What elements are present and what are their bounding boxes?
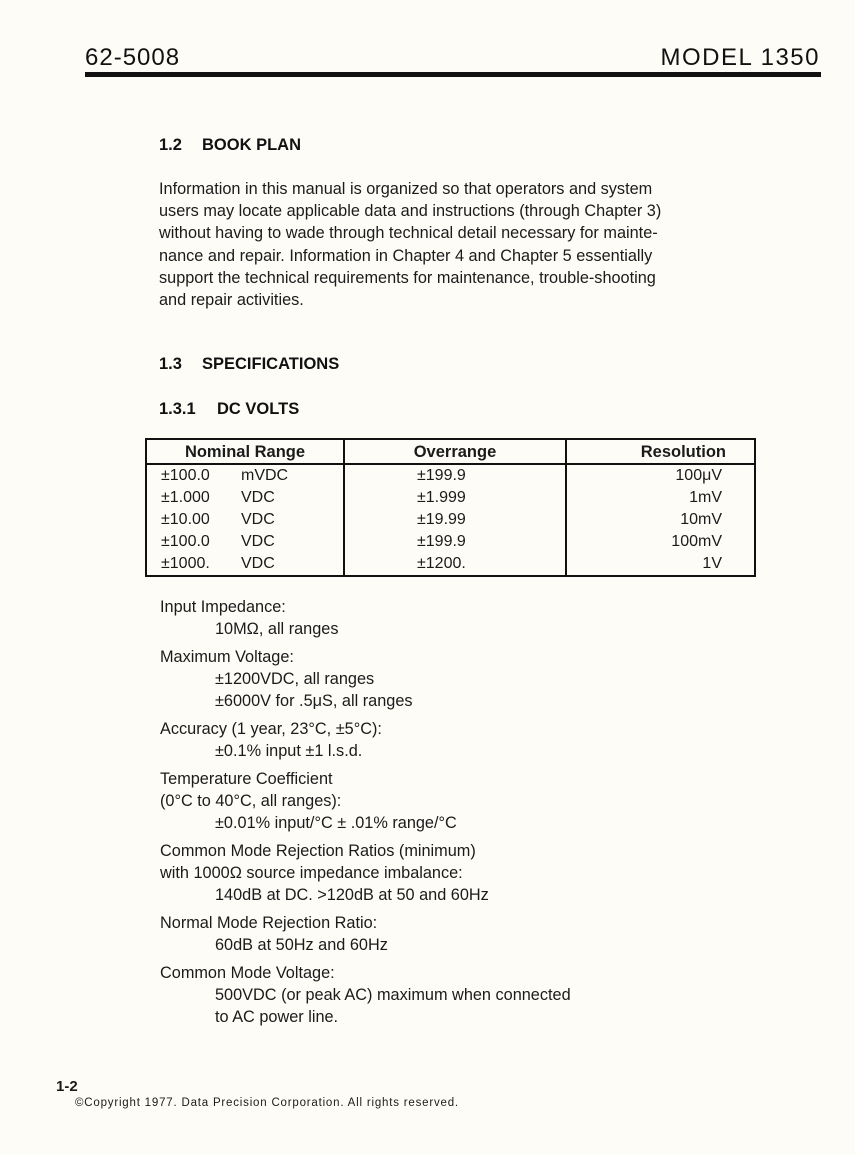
range-unit: mVDC (241, 467, 289, 484)
spec-maximum-voltage (160, 646, 760, 712)
range-value: ±100.0 (161, 533, 210, 550)
overrange-cell: ±1.999 (344, 487, 566, 509)
dc-volts-specifications (160, 596, 760, 1034)
copyright-notice: ©Copyright 1977. Data Precision Corporation. All rights reserved. (75, 1097, 459, 1109)
range-unit: VDC (241, 533, 275, 550)
column-header-nominal-range: Nominal Range (146, 439, 344, 464)
spec-temperature-coefficient (160, 768, 760, 834)
table-row (146, 509, 755, 531)
resolution-cell: 1mV (689, 489, 722, 506)
spec-label: Common Mode Voltage: (160, 964, 335, 982)
table-row (146, 464, 755, 487)
section-1-3-heading (159, 355, 339, 374)
column-header-overrange: Overrange (344, 439, 566, 464)
range-value: ±1.000 (161, 489, 210, 506)
table-header-row (146, 439, 755, 464)
spec-label: Input Impedance: (160, 598, 286, 616)
section-number: 1.3 (159, 355, 182, 373)
model-title: MODEL 1350 (660, 44, 820, 71)
overrange-cell: ±19.99 (344, 509, 566, 531)
spec-value: 60dB at 50Hz and 60Hz (215, 936, 388, 954)
paragraph-line: support the technical requirements for maintenance, trouble-shooting (159, 268, 656, 287)
table-row (146, 487, 755, 509)
resolution-cell: 1V (702, 555, 722, 572)
range-value: ±10.00 (161, 511, 210, 528)
spec-common-mode-voltage (160, 962, 760, 1028)
table-row (146, 553, 755, 576)
spec-value: ±1200VDC, all ranges (215, 670, 375, 688)
spec-value: ±6000V for .5μS, all ranges (215, 692, 413, 710)
spec-value: ±0.01% input/°C ± .01% range/°C (215, 814, 457, 832)
resolution-cell: 10mV (680, 511, 722, 528)
section-title: DC VOLTS (217, 400, 300, 418)
header-rule (85, 72, 821, 77)
document-number: 62-5008 (85, 44, 181, 71)
range-value: ±100.0 (161, 467, 210, 484)
paragraph-line: users may locate applicable data and instructions (through Chapter 3) (159, 202, 662, 221)
range-unit: VDC (241, 511, 275, 528)
range-unit: VDC (241, 555, 275, 572)
nominal-range-cell (146, 553, 344, 576)
paragraph-line: nance and repair. Information in Chapter 4 and Chapter 5 essentially (159, 246, 653, 265)
page-number: 1-2 (56, 1078, 78, 1095)
spec-label: (0°C to 40°C, all ranges): (160, 792, 342, 810)
range-unit: VDC (241, 489, 275, 506)
nominal-range-cell (146, 509, 344, 531)
spec-label: with 1000Ω source impedance imbalance: (160, 864, 463, 882)
resolution-cell: 100μV (675, 467, 722, 484)
nominal-range-cell (146, 487, 344, 509)
resolution-cell: 100mV (671, 533, 722, 550)
section-number: 1.3.1 (159, 400, 196, 418)
overrange-cell: ±1200. (344, 553, 566, 576)
spec-label: Maximum Voltage: (160, 648, 294, 666)
spec-common-mode-rejection (160, 840, 760, 906)
overrange-cell: ±199.9 (344, 531, 566, 553)
section-title: SPECIFICATIONS (202, 355, 340, 373)
range-value: ±1000. (161, 555, 210, 572)
spec-value: 500VDC (or peak AC) maximum when connected (215, 986, 571, 1004)
nominal-range-cell (146, 531, 344, 553)
nominal-range-cell (146, 464, 344, 487)
table-row (146, 531, 755, 553)
spec-label: Normal Mode Rejection Ratio: (160, 914, 378, 932)
paragraph-line: without having to wade through technical detail necessary for mainte- (159, 224, 658, 243)
section-1-3-1-heading (159, 400, 299, 419)
paragraph-line: Information in this manual is organized so that operators and system (159, 180, 653, 198)
spec-value: to AC power line. (215, 1008, 339, 1026)
column-header-resolution: Resolution (566, 439, 755, 464)
section-number: 1.2 (159, 136, 182, 154)
overrange-cell: ±199.9 (344, 464, 566, 487)
spec-value: 10MΩ, all ranges (215, 620, 339, 638)
spec-value: ±0.1% input ±1 l.s.d. (215, 742, 363, 760)
section-1-2-heading (159, 136, 301, 155)
dc-volts-table (145, 438, 756, 577)
spec-label: Common Mode Rejection Ratios (minimum) (160, 842, 476, 860)
section-title: BOOK PLAN (202, 136, 301, 154)
book-plan-paragraph (159, 178, 739, 311)
paragraph-line: and repair activities. (159, 291, 304, 310)
spec-value: 140dB at DC. >120dB at 50 and 60Hz (215, 886, 489, 904)
spec-label: Temperature Coefficient (160, 770, 333, 788)
spec-accuracy (160, 718, 760, 762)
spec-label: Accuracy (1 year, 23°C, ±5°C): (160, 720, 382, 738)
spec-normal-mode-rejection (160, 912, 760, 956)
spec-input-impedance (160, 596, 760, 640)
